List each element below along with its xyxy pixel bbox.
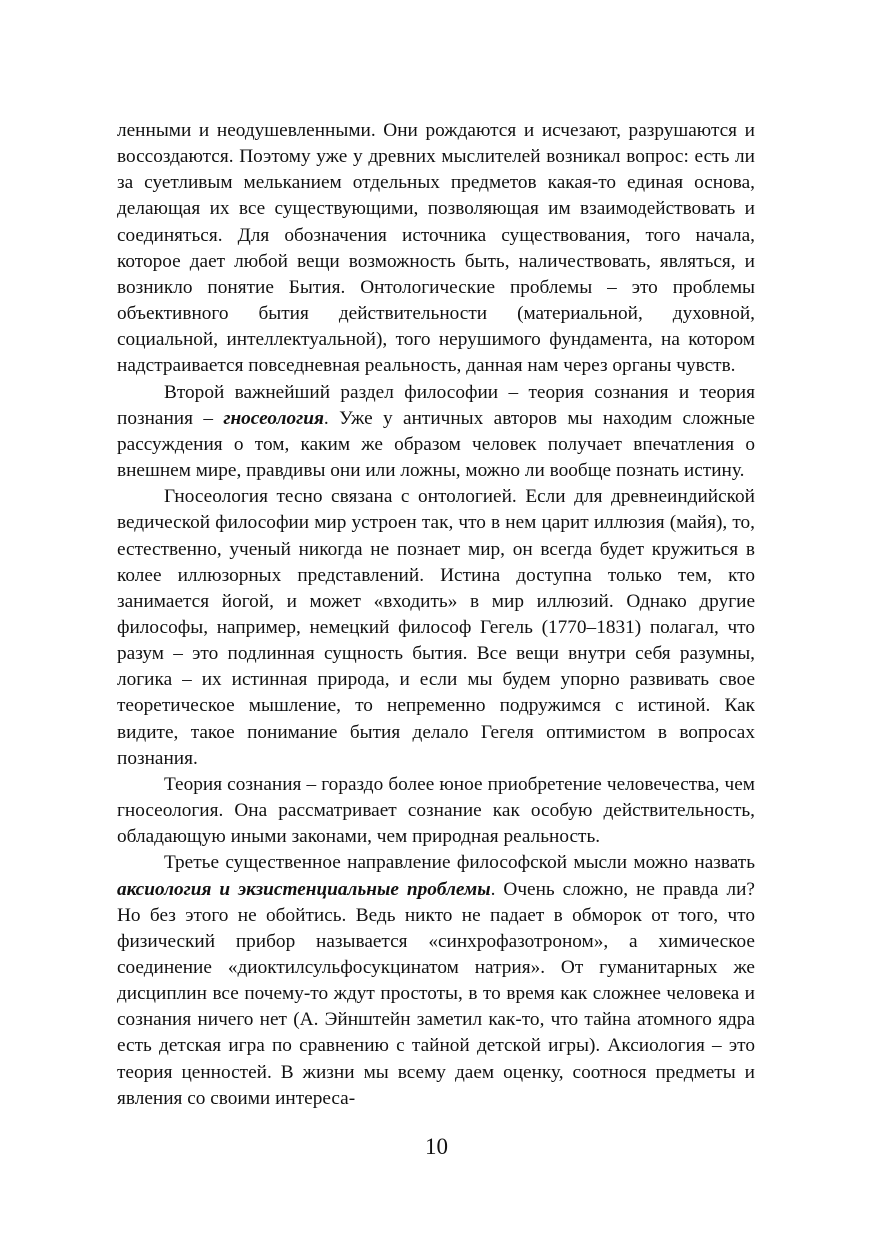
paragraph-gnoseology: [117, 380, 755, 485]
page-number: 10: [425, 1134, 448, 1159]
paragraph-ontology-continued: [117, 118, 755, 380]
paragraph-text: Теория сознания – гораздо более юное приобретение человечества, чем гносеология. Она рассматривает сознание как особую действительность, обладающую иными законами, чем природная реальность.: [117, 773, 755, 848]
term-axiology: аксиология и экзистенциальные проблемы: [117, 878, 491, 900]
paragraph-gnoseology-ontology: [117, 484, 755, 772]
paragraph-text: Гносеология тесно связана с онтологией. Если для древнеиндийской ведической философии мир устроен так, что в нем царит иллюзия (майя), то, естественно, ученый никогда не познает мир, он всегда будет кружиться в колее иллюзорных представлений. Истина доступна только тем, кто занимается йогой, и может «входить» в мир иллюзий. Однако другие философы, например, немецкий философ Гегель (1770–1831) полагал, что разум – это подлинная сущность бытия. Все вещи внутри себя разумны, логика – их истинная природа, и если мы будем упорно развивать свое теоретическое мышление, то непременно подружимся с истиной. Как видите, такое понимание бытия делало Гегеля оптимистом в вопросах познания.: [117, 486, 755, 769]
paragraph-text: . Уже у античных авторов мы находим сложные рассуждения о том, каким же образом человек получает впечатления о внешнем мире, правдивы они или ложны, можно ли вообще познать истину.: [117, 407, 755, 482]
paragraph-text: . Очень сложно, не правда ли? Но без этого не обойтись. Ведь никто не падает в обморок от того, что физический прибор называется «синхрофазотроном», а химическое соединение «диоктилсульфосукцинатом натрия». От гуманитарных же дисциплин все почему-то ждут простоты, в то время как сложнее человека и сознания ничего нет (А. Эйнштейн заметил как-то, что тайна атомного ядра есть детская игра по сравнению с тайной детской игры). Аксиология – это теория ценностей. В жизни мы всему даем оценку, соотнося предметы и явления со своими интереса-: [117, 878, 755, 1109]
body-text: [117, 118, 755, 1112]
paragraph-axiology: [117, 850, 755, 1112]
paragraph-text: Третье существенное направление философской мысли можно назвать: [164, 852, 755, 874]
term-gnoseology: гносеология: [223, 407, 324, 429]
paragraph-text: ленными и неодушевленными. Они рождаются и исчезают, разрушаются и воссоздаются. Поэтому уже у древних мыслителей возникал вопрос: есть ли за суетливым мельканием отдельных предметов какая-то единая основа, делающая их все существующими, позволяющая им взаимодействовать и соединяться. Для обозначения источника существования, того начала, которое дает любой вещи возможность быть, наличествовать, являться, и возникло понятие Бытия. Онтологические проблемы – это проблемы объективного бытия действительности (материальной, духовной, социальной, интеллектуальной), того нерушимого фундамента, на котором надстраивается повседневная реальность, данная нам через органы чувств.: [117, 120, 755, 377]
paragraph-theory-of-consciousness: [117, 772, 755, 850]
paragraph-text: Второй важнейший раздел философии – теория сознания и теория познания –: [117, 381, 755, 429]
